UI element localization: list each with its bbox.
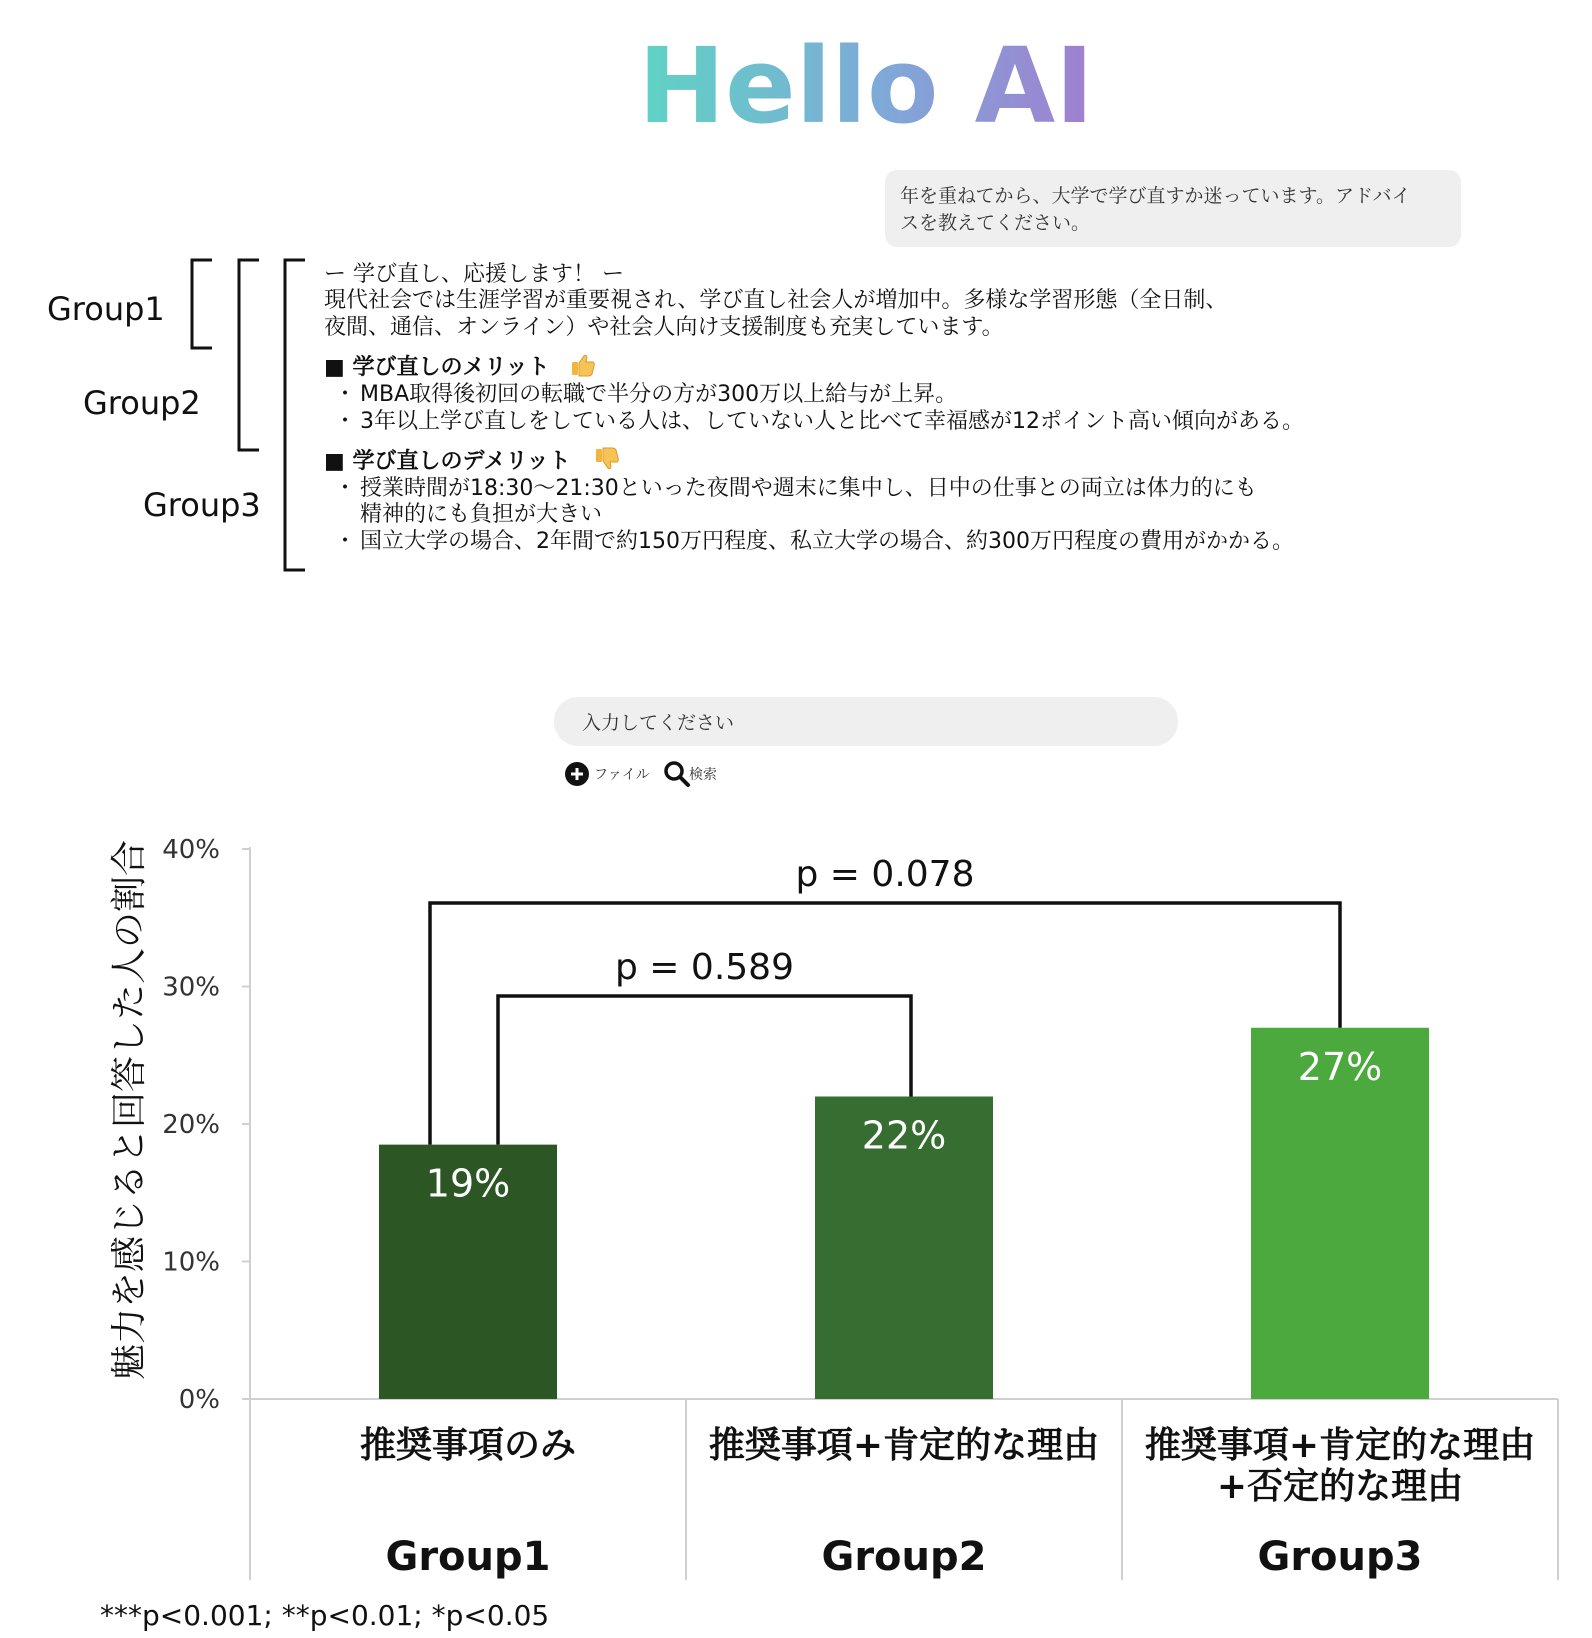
y-tick-label: 10% (162, 1247, 220, 1278)
search-button[interactable] (666, 763, 717, 785)
merit-item: MBA取得後初回の転職で半分の方が300万以上給与が上昇。 (360, 382, 958, 407)
p-value-label: p = 0.078 (795, 854, 975, 895)
file-button-label: ファイル (594, 767, 650, 783)
merit-title: ■ 学び直しのメリット (324, 355, 550, 380)
p-value-label: p = 0.589 (615, 947, 794, 988)
thumbs-down-icon (596, 448, 618, 469)
plus-circle-icon (565, 762, 589, 786)
chat-input-placeholder: 入力してください (582, 712, 735, 734)
bullet: ・ (334, 409, 357, 434)
category-label-line2: +否定的な理由 (1216, 1466, 1464, 1507)
bar-chart (109, 835, 1558, 1580)
app-logo: Hello AI (638, 25, 1094, 147)
chart-footnote: ***p<0.001; **p<0.01; *p<0.05 (100, 1599, 550, 1632)
response-intro-line: 現代社会では生涯学習が重要視され、学び直し社会人が増加中。多様な学習形態（全日制、 (324, 288, 1228, 313)
response-intro-line: 夜間、通信、オンライン）や社会人向け支援制度も充実しています。 (324, 315, 1004, 340)
bullet: ・ (334, 476, 357, 501)
search-button-label: 検索 (689, 767, 717, 783)
category-group-label: Group2 (821, 1534, 987, 1580)
response-heading: ー 学び直し、応援します！ ー (324, 262, 624, 287)
search-icon (666, 763, 688, 785)
user-message-bubble (885, 170, 1461, 247)
category-label: 推奨事項+肯定的な理由 (708, 1425, 1100, 1466)
user-message-line: 年を重ねてから、大学で学び直すか迷っています。アドバイ (900, 185, 1411, 207)
bracket-group2 (239, 260, 259, 450)
y-tick-label: 20% (162, 1110, 220, 1140)
bar-value-label: 27% (1297, 1044, 1383, 1089)
y-tick-label: 30% (162, 972, 220, 1003)
category-label: 推奨事項+肯定的な理由 (1144, 1425, 1536, 1466)
y-tick-label: 0% (178, 1385, 220, 1415)
category-label: 推奨事項のみ (359, 1425, 577, 1466)
demerit-title: ■ 学び直しのデメリット (324, 449, 571, 474)
category-group-label: Group3 (1257, 1534, 1423, 1580)
bar-value-label: 22% (861, 1113, 947, 1158)
y-tick-label: 40% (162, 835, 220, 865)
group1-label: Group1 (47, 290, 165, 328)
bracket-group1 (192, 260, 212, 348)
demerit-item: 国立大学の場合、2年間で約150万円程度、私立大学の場合、約300万円程度の費用がかかる。 (360, 529, 1294, 554)
demerit-item-continued: 精神的にも負担が大きい (360, 502, 603, 527)
demerit-item: 授業時間が18:30〜21:30といった夜間や週末に集中し、日中の仕事との両立は体力的にも (360, 476, 1257, 501)
y-axis-label: 魅力を感じると回答した人の割合 (109, 839, 150, 1381)
bullet: ・ (334, 382, 357, 407)
bullet: ・ (334, 529, 357, 554)
group3-label: Group3 (143, 486, 261, 524)
group2-label: Group2 (83, 384, 201, 422)
bracket-group3 (285, 260, 305, 570)
category-group-label: Group1 (385, 1534, 551, 1580)
thumbs-up-icon (572, 355, 594, 376)
user-message-line: スを教えてください。 (900, 212, 1091, 234)
merit-item: 3年以上学び直しをしている人は、していない人と比べて幸福感が12ポイント高い傾向がある。 (360, 409, 1304, 434)
file-button[interactable] (565, 762, 650, 786)
bar-value-label: 19% (425, 1161, 511, 1206)
